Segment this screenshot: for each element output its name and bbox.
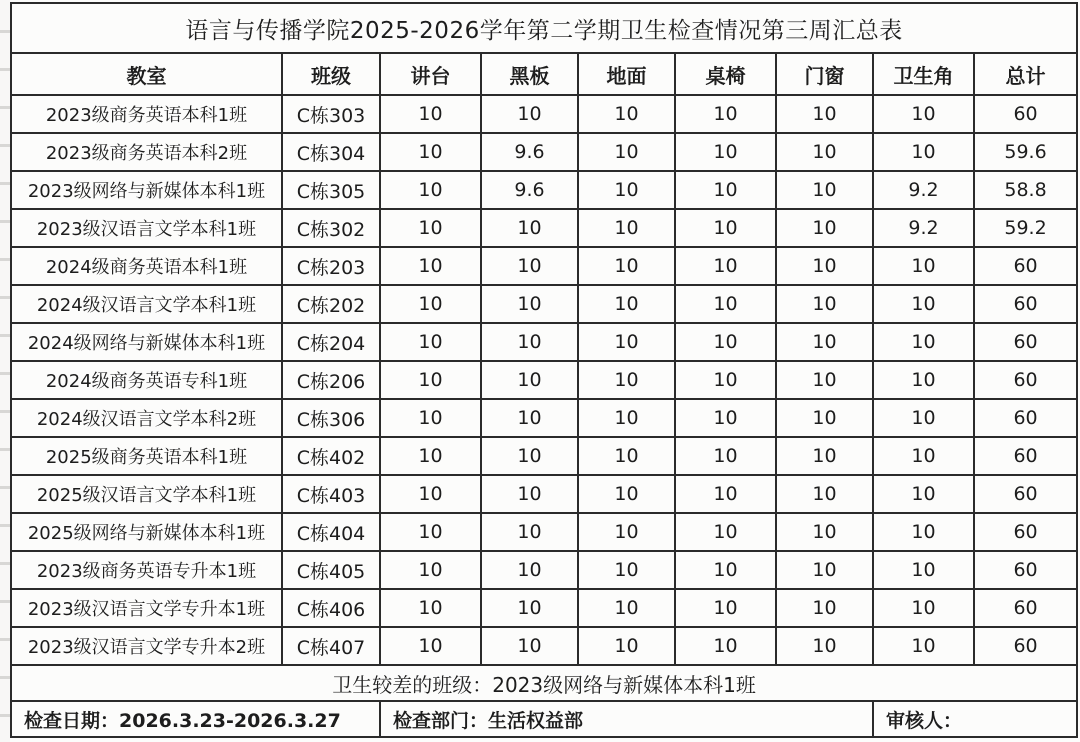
column-header-hygiene-corner: 卫生角: [873, 53, 974, 95]
blackboard-score: 10: [481, 323, 578, 361]
table-row: [11, 171, 1077, 209]
left-gutter: [0, 0, 10, 742]
table-row: [11, 95, 1077, 133]
class-cell: C栋203: [282, 247, 380, 285]
doors-windows-score: 10: [776, 551, 873, 589]
page-title: 语言与传播学院2025-2026学年第二学期卫生检查情况第三周汇总表: [11, 3, 1077, 53]
worst-class-note: 卫生较差的班级：2023级网络与新媒体本科1班: [11, 665, 1077, 701]
worst-class-row: [11, 665, 1077, 701]
total-score: 60: [974, 323, 1077, 361]
doors-windows-score: 10: [776, 399, 873, 437]
classroom-cell: 2025级汉语言文学本科1班: [11, 475, 282, 513]
hygiene-corner-score: 10: [873, 133, 974, 171]
desks-chairs-score: 10: [675, 589, 776, 627]
table-row: [11, 285, 1077, 323]
doors-windows-score: 10: [776, 437, 873, 475]
footer-row: [11, 701, 1077, 737]
podium-score: 10: [380, 399, 481, 437]
classroom-cell: 2025级网络与新媒体本科1班: [11, 513, 282, 551]
floor-score: 10: [578, 323, 675, 361]
inspection-department: 检查部门：生活权益部: [380, 701, 873, 737]
floor-score: 10: [578, 133, 675, 171]
column-header-podium: 讲台: [380, 53, 481, 95]
blackboard-score: 10: [481, 513, 578, 551]
blackboard-score: 10: [481, 551, 578, 589]
desks-chairs-score: 10: [675, 209, 776, 247]
blackboard-score: 9.6: [481, 171, 578, 209]
podium-score: 10: [380, 209, 481, 247]
floor-score: 10: [578, 627, 675, 665]
table-row: [11, 133, 1077, 171]
header-row: [11, 53, 1077, 95]
blackboard-score: 10: [481, 209, 578, 247]
desks-chairs-score: 10: [675, 399, 776, 437]
table-row: [11, 589, 1077, 627]
total-score: 60: [974, 247, 1077, 285]
blackboard-score: 10: [481, 399, 578, 437]
hygiene-corner-score: 10: [873, 361, 974, 399]
doors-windows-score: 10: [776, 475, 873, 513]
class-cell: C栋407: [282, 627, 380, 665]
total-score: 60: [974, 627, 1077, 665]
podium-score: 10: [380, 437, 481, 475]
doors-windows-score: 10: [776, 209, 873, 247]
table-row: [11, 323, 1077, 361]
column-header-blackboard: 黑板: [481, 53, 578, 95]
blackboard-score: 10: [481, 475, 578, 513]
class-cell: C栋405: [282, 551, 380, 589]
floor-score: 10: [578, 247, 675, 285]
class-cell: C栋206: [282, 361, 380, 399]
hygiene-corner-score: 10: [873, 399, 974, 437]
blackboard-score: 10: [481, 247, 578, 285]
class-cell: C栋302: [282, 209, 380, 247]
column-header-classroom: 教室: [11, 53, 282, 95]
hygiene-corner-score: 10: [873, 513, 974, 551]
table-row: [11, 247, 1077, 285]
doors-windows-score: 10: [776, 247, 873, 285]
total-score: 59.2: [974, 209, 1077, 247]
hygiene-corner-score: 10: [873, 285, 974, 323]
doors-windows-score: 10: [776, 627, 873, 665]
classroom-cell: 2025级商务英语本科1班: [11, 437, 282, 475]
classroom-cell: 2024级商务英语专科1班: [11, 361, 282, 399]
class-cell: C栋202: [282, 285, 380, 323]
podium-score: 10: [380, 323, 481, 361]
floor-score: 10: [578, 475, 675, 513]
floor-score: 10: [578, 95, 675, 133]
podium-score: 10: [380, 171, 481, 209]
desks-chairs-score: 10: [675, 437, 776, 475]
podium-score: 10: [380, 361, 481, 399]
desks-chairs-score: 10: [675, 323, 776, 361]
inspection-date: 检查日期：2026.3.23-2026.3.27: [11, 701, 380, 737]
class-cell: C栋406: [282, 589, 380, 627]
total-score: 60: [974, 95, 1077, 133]
floor-score: 10: [578, 437, 675, 475]
classroom-cell: 2024级网络与新媒体本科1班: [11, 323, 282, 361]
podium-score: 10: [380, 95, 481, 133]
hygiene-corner-score: 10: [873, 247, 974, 285]
hygiene-corner-score: 10: [873, 627, 974, 665]
doors-windows-score: 10: [776, 285, 873, 323]
floor-score: 10: [578, 589, 675, 627]
total-score: 60: [974, 361, 1077, 399]
hygiene-corner-score: 10: [873, 475, 974, 513]
classroom-cell: 2024级汉语言文学本科2班: [11, 399, 282, 437]
table-row: [11, 437, 1077, 475]
column-header-class: 班级: [282, 53, 380, 95]
table-row: [11, 209, 1077, 247]
podium-score: 10: [380, 475, 481, 513]
hygiene-summary-table: [10, 2, 1078, 738]
desks-chairs-score: 10: [675, 133, 776, 171]
podium-score: 10: [380, 247, 481, 285]
total-score: 60: [974, 437, 1077, 475]
table-row: [11, 513, 1077, 551]
class-cell: C栋306: [282, 399, 380, 437]
floor-score: 10: [578, 361, 675, 399]
blackboard-score: 10: [481, 437, 578, 475]
doors-windows-score: 10: [776, 133, 873, 171]
floor-score: 10: [578, 209, 675, 247]
classroom-cell: 2023级汉语言文学专升本2班: [11, 627, 282, 665]
podium-score: 10: [380, 627, 481, 665]
desks-chairs-score: 10: [675, 475, 776, 513]
classroom-cell: 2024级汉语言文学本科1班: [11, 285, 282, 323]
reviewer-label: 审核人：: [873, 701, 1077, 737]
desks-chairs-score: 10: [675, 95, 776, 133]
blackboard-score: 10: [481, 627, 578, 665]
total-score: 60: [974, 399, 1077, 437]
hygiene-corner-score: 10: [873, 323, 974, 361]
column-header-doors-windows: 门窗: [776, 53, 873, 95]
podium-score: 10: [380, 133, 481, 171]
class-cell: C栋404: [282, 513, 380, 551]
desks-chairs-score: 10: [675, 627, 776, 665]
blackboard-score: 10: [481, 589, 578, 627]
floor-score: 10: [578, 551, 675, 589]
total-score: 60: [974, 475, 1077, 513]
classroom-cell: 2023级商务英语本科1班: [11, 95, 282, 133]
doors-windows-score: 10: [776, 323, 873, 361]
blackboard-score: 10: [481, 361, 578, 399]
doors-windows-score: 10: [776, 171, 873, 209]
title-row: [11, 3, 1077, 53]
desks-chairs-score: 10: [675, 513, 776, 551]
classroom-cell: 2023级商务英语本科2班: [11, 133, 282, 171]
podium-score: 10: [380, 513, 481, 551]
hygiene-corner-score: 10: [873, 589, 974, 627]
class-cell: C栋204: [282, 323, 380, 361]
desks-chairs-score: 10: [675, 171, 776, 209]
class-cell: C栋303: [282, 95, 380, 133]
desks-chairs-score: 10: [675, 361, 776, 399]
hygiene-corner-score: 10: [873, 551, 974, 589]
total-score: 60: [974, 551, 1077, 589]
total-score: 60: [974, 513, 1077, 551]
doors-windows-score: 10: [776, 589, 873, 627]
blackboard-score: 10: [481, 95, 578, 133]
classroom-cell: 2023级商务英语专升本1班: [11, 551, 282, 589]
podium-score: 10: [380, 551, 481, 589]
doors-windows-score: 10: [776, 361, 873, 399]
table-row: [11, 627, 1077, 665]
doors-windows-score: 10: [776, 95, 873, 133]
total-score: 60: [974, 589, 1077, 627]
floor-score: 10: [578, 285, 675, 323]
blackboard-score: 9.6: [481, 133, 578, 171]
column-header-desks-chairs: 桌椅: [675, 53, 776, 95]
hygiene-corner-score: 10: [873, 437, 974, 475]
column-header-total: 总计: [974, 53, 1077, 95]
classroom-cell: 2023级汉语言文学本科1班: [11, 209, 282, 247]
table-row: [11, 551, 1077, 589]
class-cell: C栋304: [282, 133, 380, 171]
hygiene-corner-score: 10: [873, 95, 974, 133]
podium-score: 10: [380, 285, 481, 323]
podium-score: 10: [380, 589, 481, 627]
floor-score: 10: [578, 171, 675, 209]
total-score: 58.8: [974, 171, 1077, 209]
table-row: [11, 475, 1077, 513]
table-row: [11, 361, 1077, 399]
classroom-cell: 2023级汉语言文学专升本1班: [11, 589, 282, 627]
column-header-floor: 地面: [578, 53, 675, 95]
doors-windows-score: 10: [776, 513, 873, 551]
hygiene-corner-score: 9.2: [873, 171, 974, 209]
floor-score: 10: [578, 513, 675, 551]
classroom-cell: 2023级网络与新媒体本科1班: [11, 171, 282, 209]
blackboard-score: 10: [481, 285, 578, 323]
floor-score: 10: [578, 399, 675, 437]
desks-chairs-score: 10: [675, 247, 776, 285]
desks-chairs-score: 10: [675, 285, 776, 323]
table-row: [11, 399, 1077, 437]
class-cell: C栋402: [282, 437, 380, 475]
class-cell: C栋403: [282, 475, 380, 513]
total-score: 59.6: [974, 133, 1077, 171]
desks-chairs-score: 10: [675, 551, 776, 589]
class-cell: C栋305: [282, 171, 380, 209]
classroom-cell: 2024级商务英语本科1班: [11, 247, 282, 285]
total-score: 60: [974, 285, 1077, 323]
hygiene-corner-score: 9.2: [873, 209, 974, 247]
